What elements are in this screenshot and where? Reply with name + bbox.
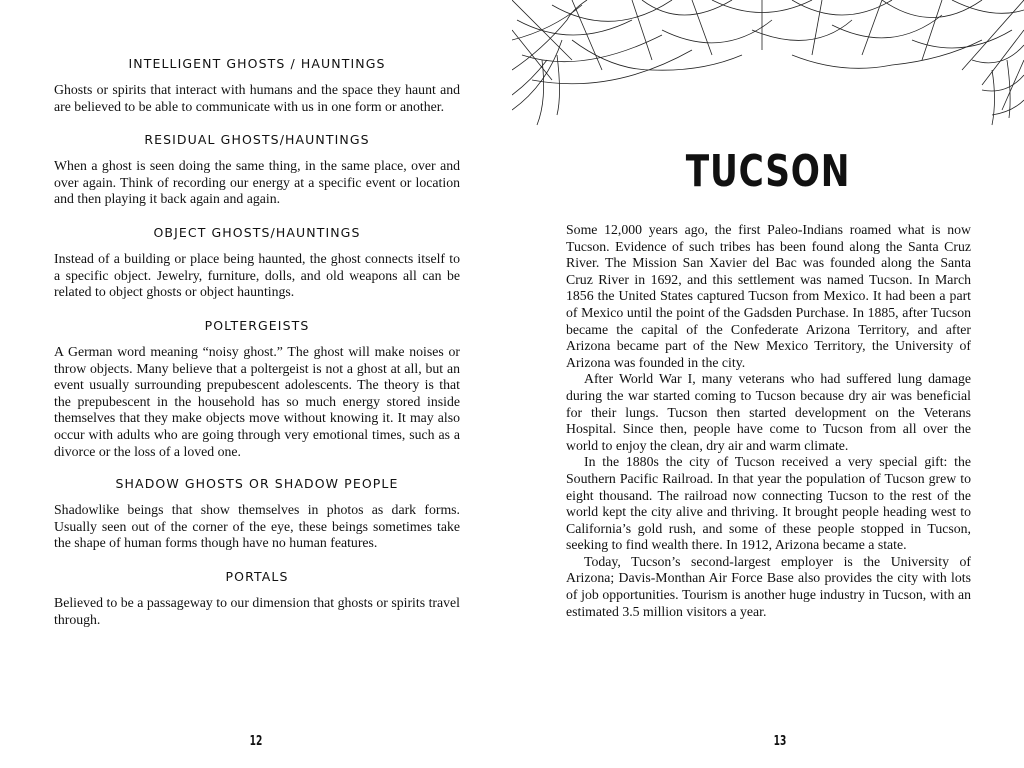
section-body-object-ghosts: Instead of a building or place being haunted, the ghost connects itself to a specific object. Jewelry, furniture, dolls, and old weapons all can be related to object ghosts or object hauntings.	[54, 251, 460, 300]
chapter-paragraph: Some 12,000 years ago, the first Paleo-Indians roamed what is now Tucson. Evidence of such tribes has been found along the Santa Cruz River. The Mission San Xavier del Bac was founded along the Santa Cruz River in 1692, and this settlement was named Tucson. In March 1856 the United States captured Tucson from Mexico. It had been a part of Mexico until the point of the Gadsden Purchase. In 1885, after Tucson became the capital of the Confederate Arizona Territory, and after Arizona became part of the New Mexico Territory, the University of Arizona was founded in the city.	[566, 222, 971, 370]
section-heading-shadow-people: SHADOW GHOSTS OR SHADOW PEOPLE	[115, 476, 399, 491]
chapter-paragraph: After World War I, many veterans who had suffered lung damage during the war started coming to Tucson because dry air was beneficial for their lungs. Tucson then started development on the Veterans Hospital. Since then, people have come to Tucson from all over the world to enjoy the clean, dry air and warm climate.	[566, 371, 971, 453]
chapter-paragraph: Today, Tucson’s second-largest employer is the University of Arizona; Davis-Monthan Air Force Base also provides the city with lots of job opportunities. Tourism is another huge industry in Tucson, with an estimated 3.5 million visitors a year.	[566, 553, 971, 619]
section-heading-residual-ghosts: RESIDUAL GHOSTS/HAUNTINGS	[144, 132, 370, 147]
section-heading-poltergeists: POLTERGEISTS	[204, 318, 310, 333]
chapter-body	[566, 222, 971, 620]
section-heading-portals: PORTALS	[225, 569, 289, 584]
page-number-left: 12	[249, 734, 263, 749]
section-body-shadow-people: Shadowlike beings that show themselves in photos as dark forms. Usually seen out of the corner of the eye, these beings sometimes take the shape of human forms though have no human features.	[54, 502, 460, 551]
section-heading-object-ghosts: OBJECT GHOSTS/HAUNTINGS	[153, 225, 361, 240]
section-body-portals: Believed to be a passageway to our dimension that ghosts or spirits travel through.	[54, 595, 460, 627]
chapter-paragraph: In the 1880s the city of Tucson received a very special gift: the Southern Pacific Railroad. In that year the population of Tucson grew to eight thousand. The railroad now connecting Tucson to the rest of the world kept the city alive and thriving. It brought people heading west to California’s gold rush, and some of these people stopped in Tucson, seeking to find wealth there. In 1912, Arizona became a state.	[566, 454, 971, 553]
cobweb-icon	[512, 0, 1024, 130]
section-body-poltergeists: A German word meaning “noisy ghost.” The ghost will make noises or throw objects. Many believe that a poltergeist is not a ghost at all, but an event usually surrounding prepubescent adolescents. The theory is that the prepubescent in the household has so much energy stored inside themselves that they make objects move without knowing it. It may also occur with adults who are going through very emotional times, such as a divorce or the loss of a loved one.	[54, 344, 460, 459]
section-heading-intelligent-ghosts: INTELLIGENT GHOSTS / HAUNTINGS	[128, 56, 386, 71]
page-number-right: 13	[773, 734, 787, 749]
section-body-intelligent-ghosts: Ghosts or spirits that interact with humans and the space they haunt and are believed to be able to communicate with us in one form or another.	[54, 82, 460, 114]
section-body-residual-ghosts: When a ghost is seen doing the same thing, in the same place, over and over again. Think of recording our energy at a specific event or location and then playing it back again and again.	[54, 158, 460, 207]
chapter-title: TUCSON	[685, 146, 851, 197]
